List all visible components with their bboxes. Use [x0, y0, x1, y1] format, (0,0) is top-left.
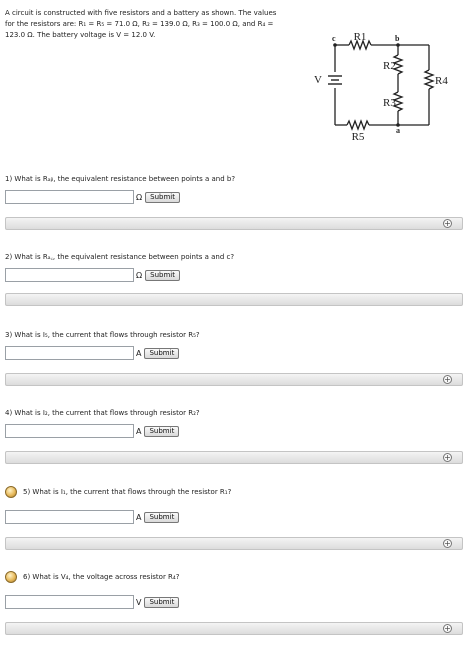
submit-4-button[interactable]: Submit: [144, 426, 179, 437]
question-2: [5, 252, 465, 282]
answer-1-unit: Ω: [136, 192, 143, 202]
expander-bar-5[interactable]: [5, 537, 463, 550]
answer-4-input[interactable]: [5, 424, 134, 438]
answer-6-input[interactable]: [5, 595, 134, 609]
question-1: [5, 174, 465, 204]
question-4: [5, 408, 465, 438]
label-r1: R1: [353, 31, 367, 43]
question-6-text: 6) What is V₄, the voltage across resistor R₄?: [23, 573, 180, 581]
question-1-text: 1) What is Rₐᵦ, the equivalent resistance between points a and b?: [5, 175, 236, 183]
plus-circle-icon[interactable]: +: [444, 219, 451, 228]
answer-5-input[interactable]: [5, 510, 134, 524]
question-6: [5, 571, 465, 609]
intro-line-3: 123.0 Ω. The battery voltage is V = 12.0 V.: [5, 31, 156, 39]
plus-circle-icon[interactable]: +: [444, 624, 451, 633]
answer-2-unit: Ω: [136, 270, 143, 280]
question-3: [5, 330, 465, 360]
question-5-text: 5) What is I₁, the current that flows through the resistor R₁?: [23, 488, 232, 496]
submit-6-button[interactable]: Submit: [144, 597, 179, 608]
question-2-text: 2) What is Rₐ꜀, the equivalent resistance between points a and c?: [5, 253, 235, 261]
plus-circle-icon[interactable]: +: [444, 539, 451, 548]
label-r3: R3: [383, 97, 396, 109]
answer-3-unit: A: [136, 348, 142, 358]
problem-statement: [5, 8, 305, 41]
plus-circle-icon[interactable]: +: [444, 453, 451, 462]
question-5: [5, 486, 465, 524]
answer-2-input[interactable]: [5, 268, 134, 282]
expander-bar-6[interactable]: [5, 622, 463, 635]
answer-6-unit: V: [136, 597, 142, 607]
expander-bar-3[interactable]: [5, 373, 463, 386]
label-r5: R5: [351, 131, 365, 143]
expander-bar-2[interactable]: [5, 293, 463, 306]
submit-3-button[interactable]: Submit: [144, 348, 179, 359]
label-r4: R4: [435, 75, 448, 87]
expander-bar-1[interactable]: [5, 217, 463, 230]
label-battery-v: V: [314, 74, 322, 86]
label-node-a: a: [396, 126, 400, 135]
label-r2: R2: [383, 60, 396, 72]
plus-circle-icon[interactable]: +: [444, 375, 451, 384]
hint-lightbulb-icon: [5, 486, 17, 498]
label-node-c: c: [332, 34, 336, 43]
answer-5-unit: A: [136, 512, 142, 522]
circuit-diagram: [305, 30, 465, 145]
answer-1-input[interactable]: [5, 190, 134, 204]
expander-bar-4[interactable]: [5, 451, 463, 464]
hint-lightbulb-icon: [5, 571, 17, 583]
submit-2-button[interactable]: Submit: [145, 270, 180, 281]
submit-5-button[interactable]: Submit: [144, 512, 179, 523]
intro-line-1: A circuit is constructed with five resistors and a battery as shown. The values: [5, 9, 277, 17]
answer-3-input[interactable]: [5, 346, 134, 360]
label-node-b: b: [395, 34, 400, 43]
intro-line-2: for the resistors are: R₁ = R₅ = 71.0 Ω, R₂ = 139.0 Ω, R₃ = 100.0 Ω, and R₄ =: [5, 20, 274, 28]
answer-4-unit: A: [136, 426, 142, 436]
question-3-text: 3) What is I₅, the current that flows through resistor R₅?: [5, 331, 200, 339]
submit-1-button[interactable]: Submit: [145, 192, 180, 203]
question-4-text: 4) What is I₂, the current that flows through resistor R₂?: [5, 409, 200, 417]
